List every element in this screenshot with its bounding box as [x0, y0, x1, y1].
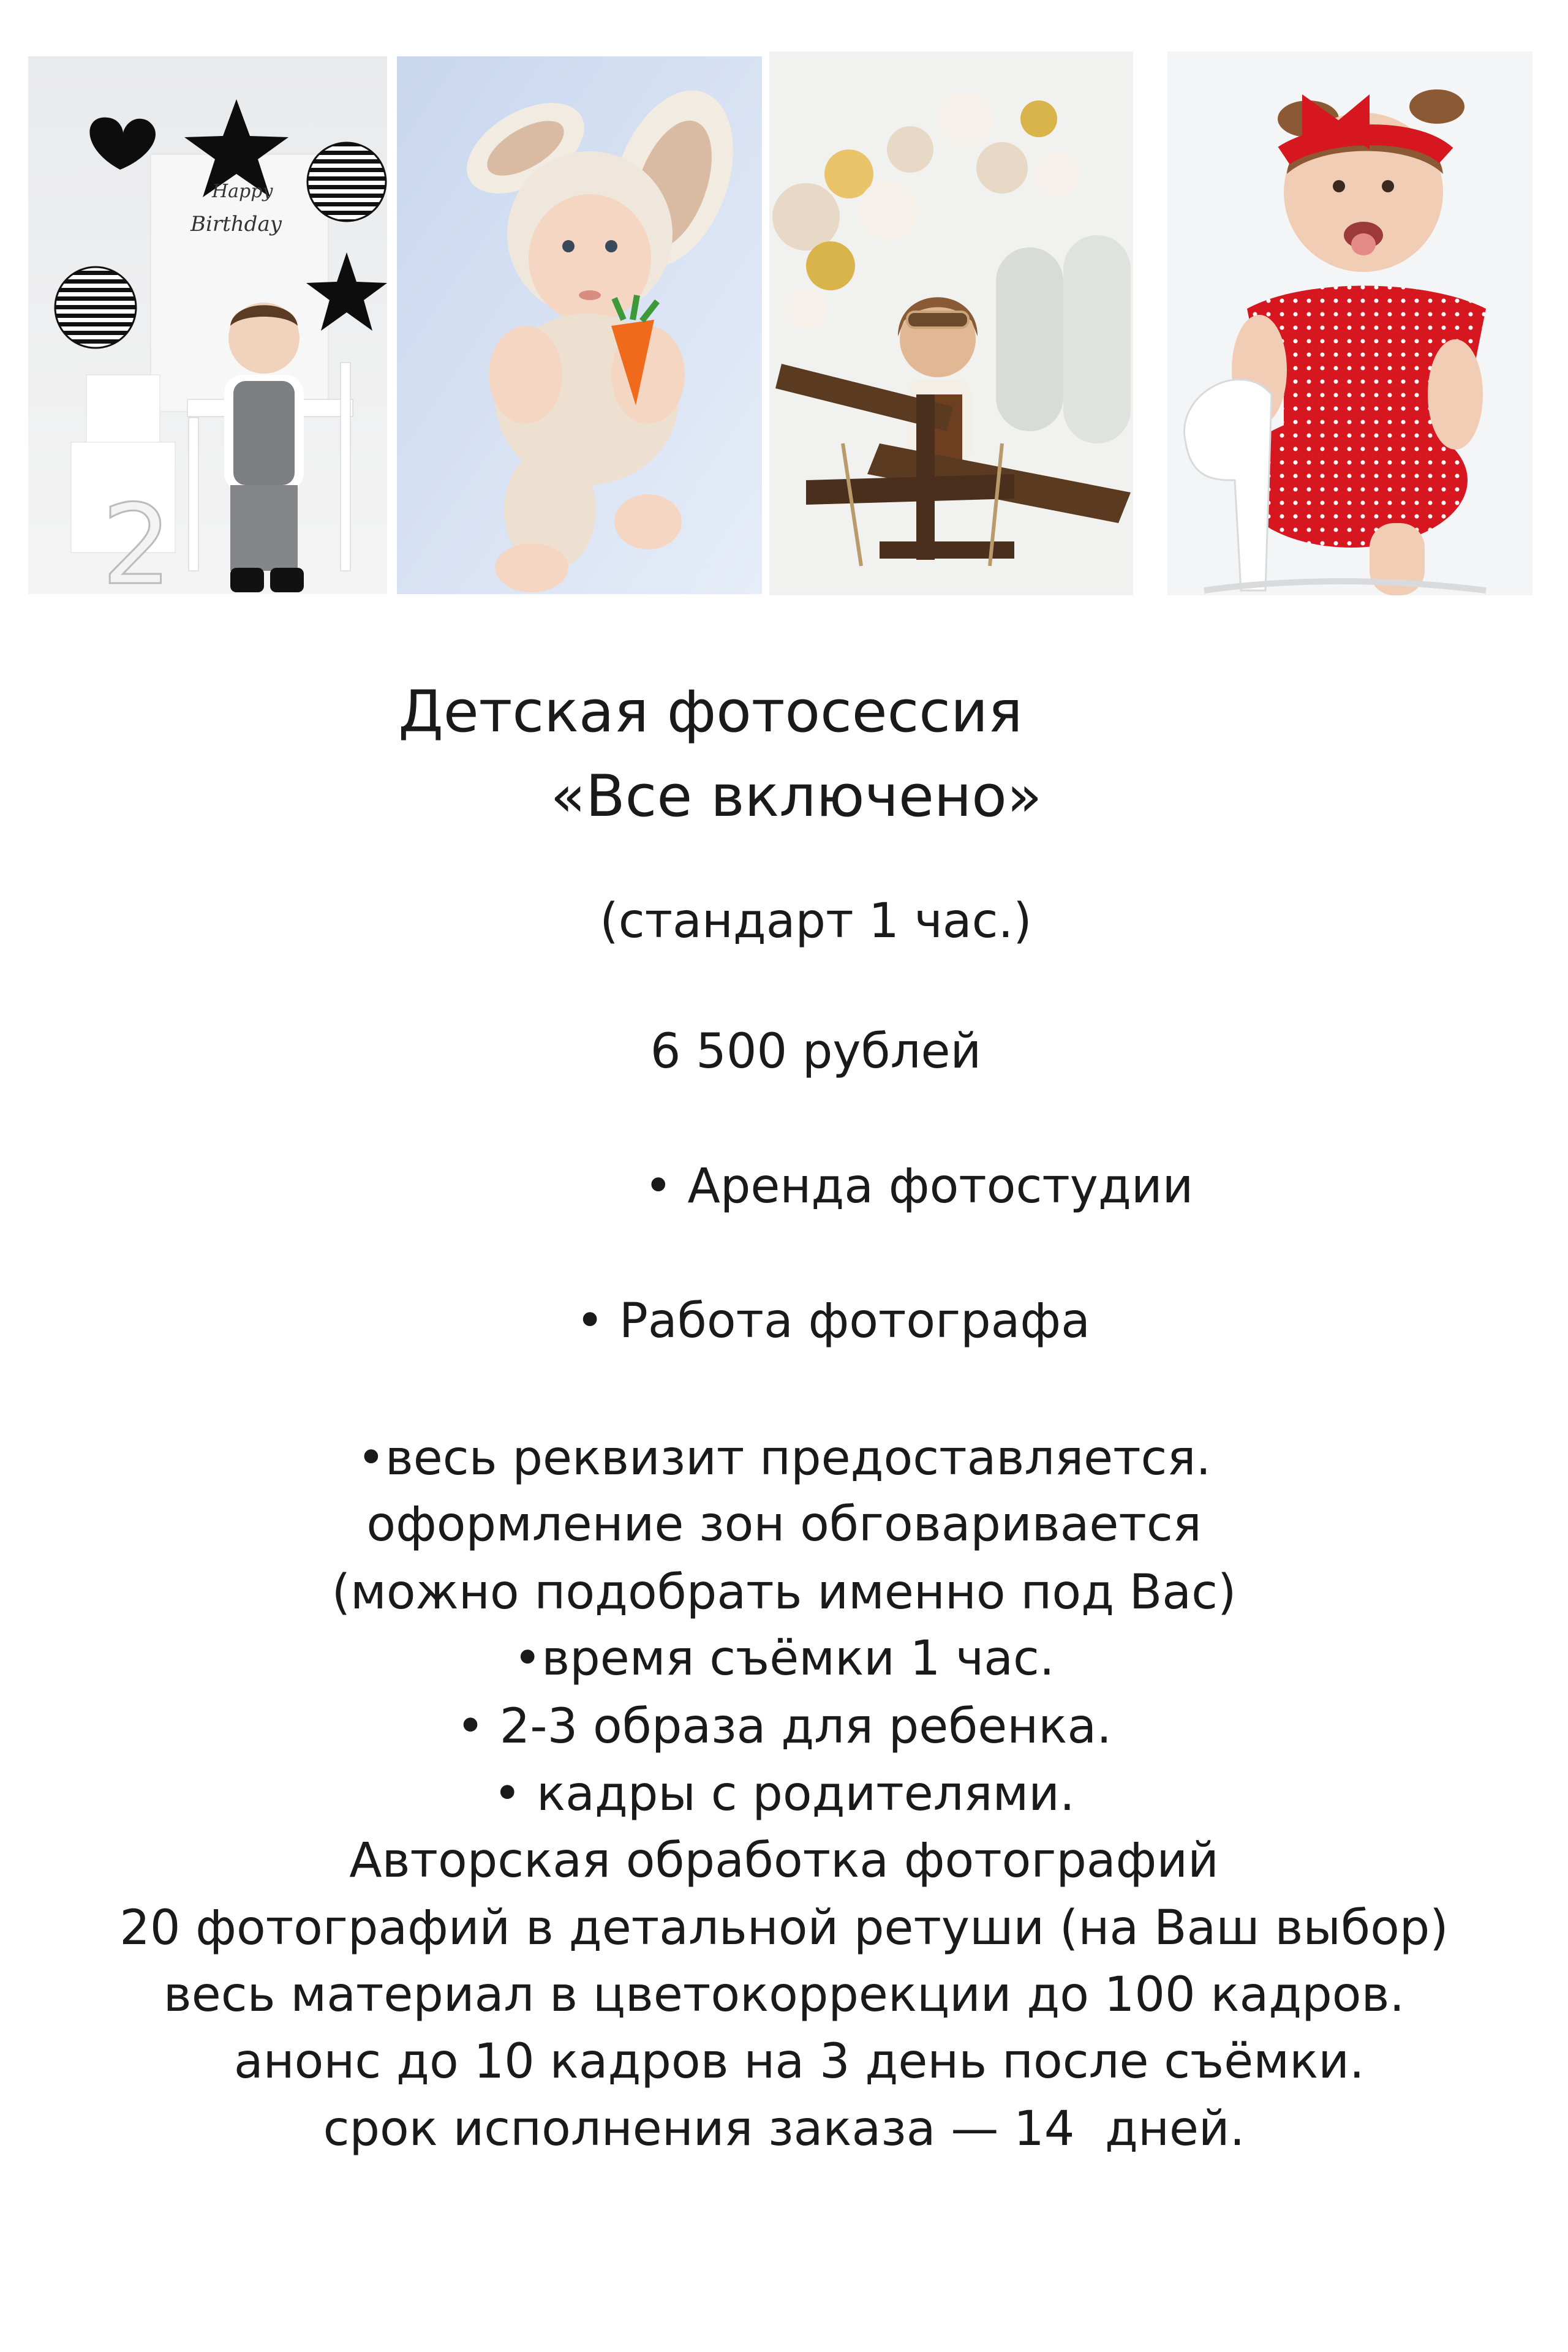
detail-line-7: Авторская обработка фотографий: [349, 1833, 1219, 1888]
photo-birthday-boy: [28, 56, 387, 594]
detail-line-5: • 2-3 образа для ребенка.: [456, 1699, 1112, 1754]
duration-text: (стандарт 1 час.): [600, 894, 1032, 949]
detail-line-6: • кадры с родителями.: [493, 1766, 1075, 1822]
detail-line-2: оформление зон обговаривается: [366, 1497, 1202, 1552]
detail-line-3: (можно подобрать именно под Вас): [331, 1565, 1237, 1620]
detail-line-11: срок исполнения заказа — 14 дней.: [323, 2101, 1245, 2157]
sign-birthday: Birthday: [190, 212, 282, 236]
sign-happy: Happy: [212, 181, 273, 202]
detail-line-1: •весь реквизит предоставляется.: [356, 1431, 1212, 1486]
detail-line-8: 20 фотографий в детальной ретуши (на Ваш выбор): [119, 1901, 1449, 1956]
price-text: 6 500 рублей: [650, 1024, 982, 1079]
title-line-2: «Все включено»: [550, 763, 1042, 830]
title-line-1: Детская фотосессия: [398, 679, 1023, 745]
marquee-number: 2: [102, 481, 172, 594]
detail-line-9: весь материал в цветокоррекции до 100 кадров.: [163, 1967, 1405, 2022]
include-item-photographer: • Работа фотографа: [576, 1294, 1090, 1349]
include-item-studio: • Аренда фотостудии: [644, 1159, 1194, 1214]
detail-line-4: •время съёмки 1 час.: [513, 1631, 1055, 1686]
photo-bunny-baby: [397, 56, 762, 594]
photo-red-dress-girl: [1167, 51, 1532, 595]
detail-line-10: анонс до 10 кадров на 3 день после съёмки.: [203, 2034, 1365, 2089]
photo-aviator-toddler: [769, 51, 1133, 595]
